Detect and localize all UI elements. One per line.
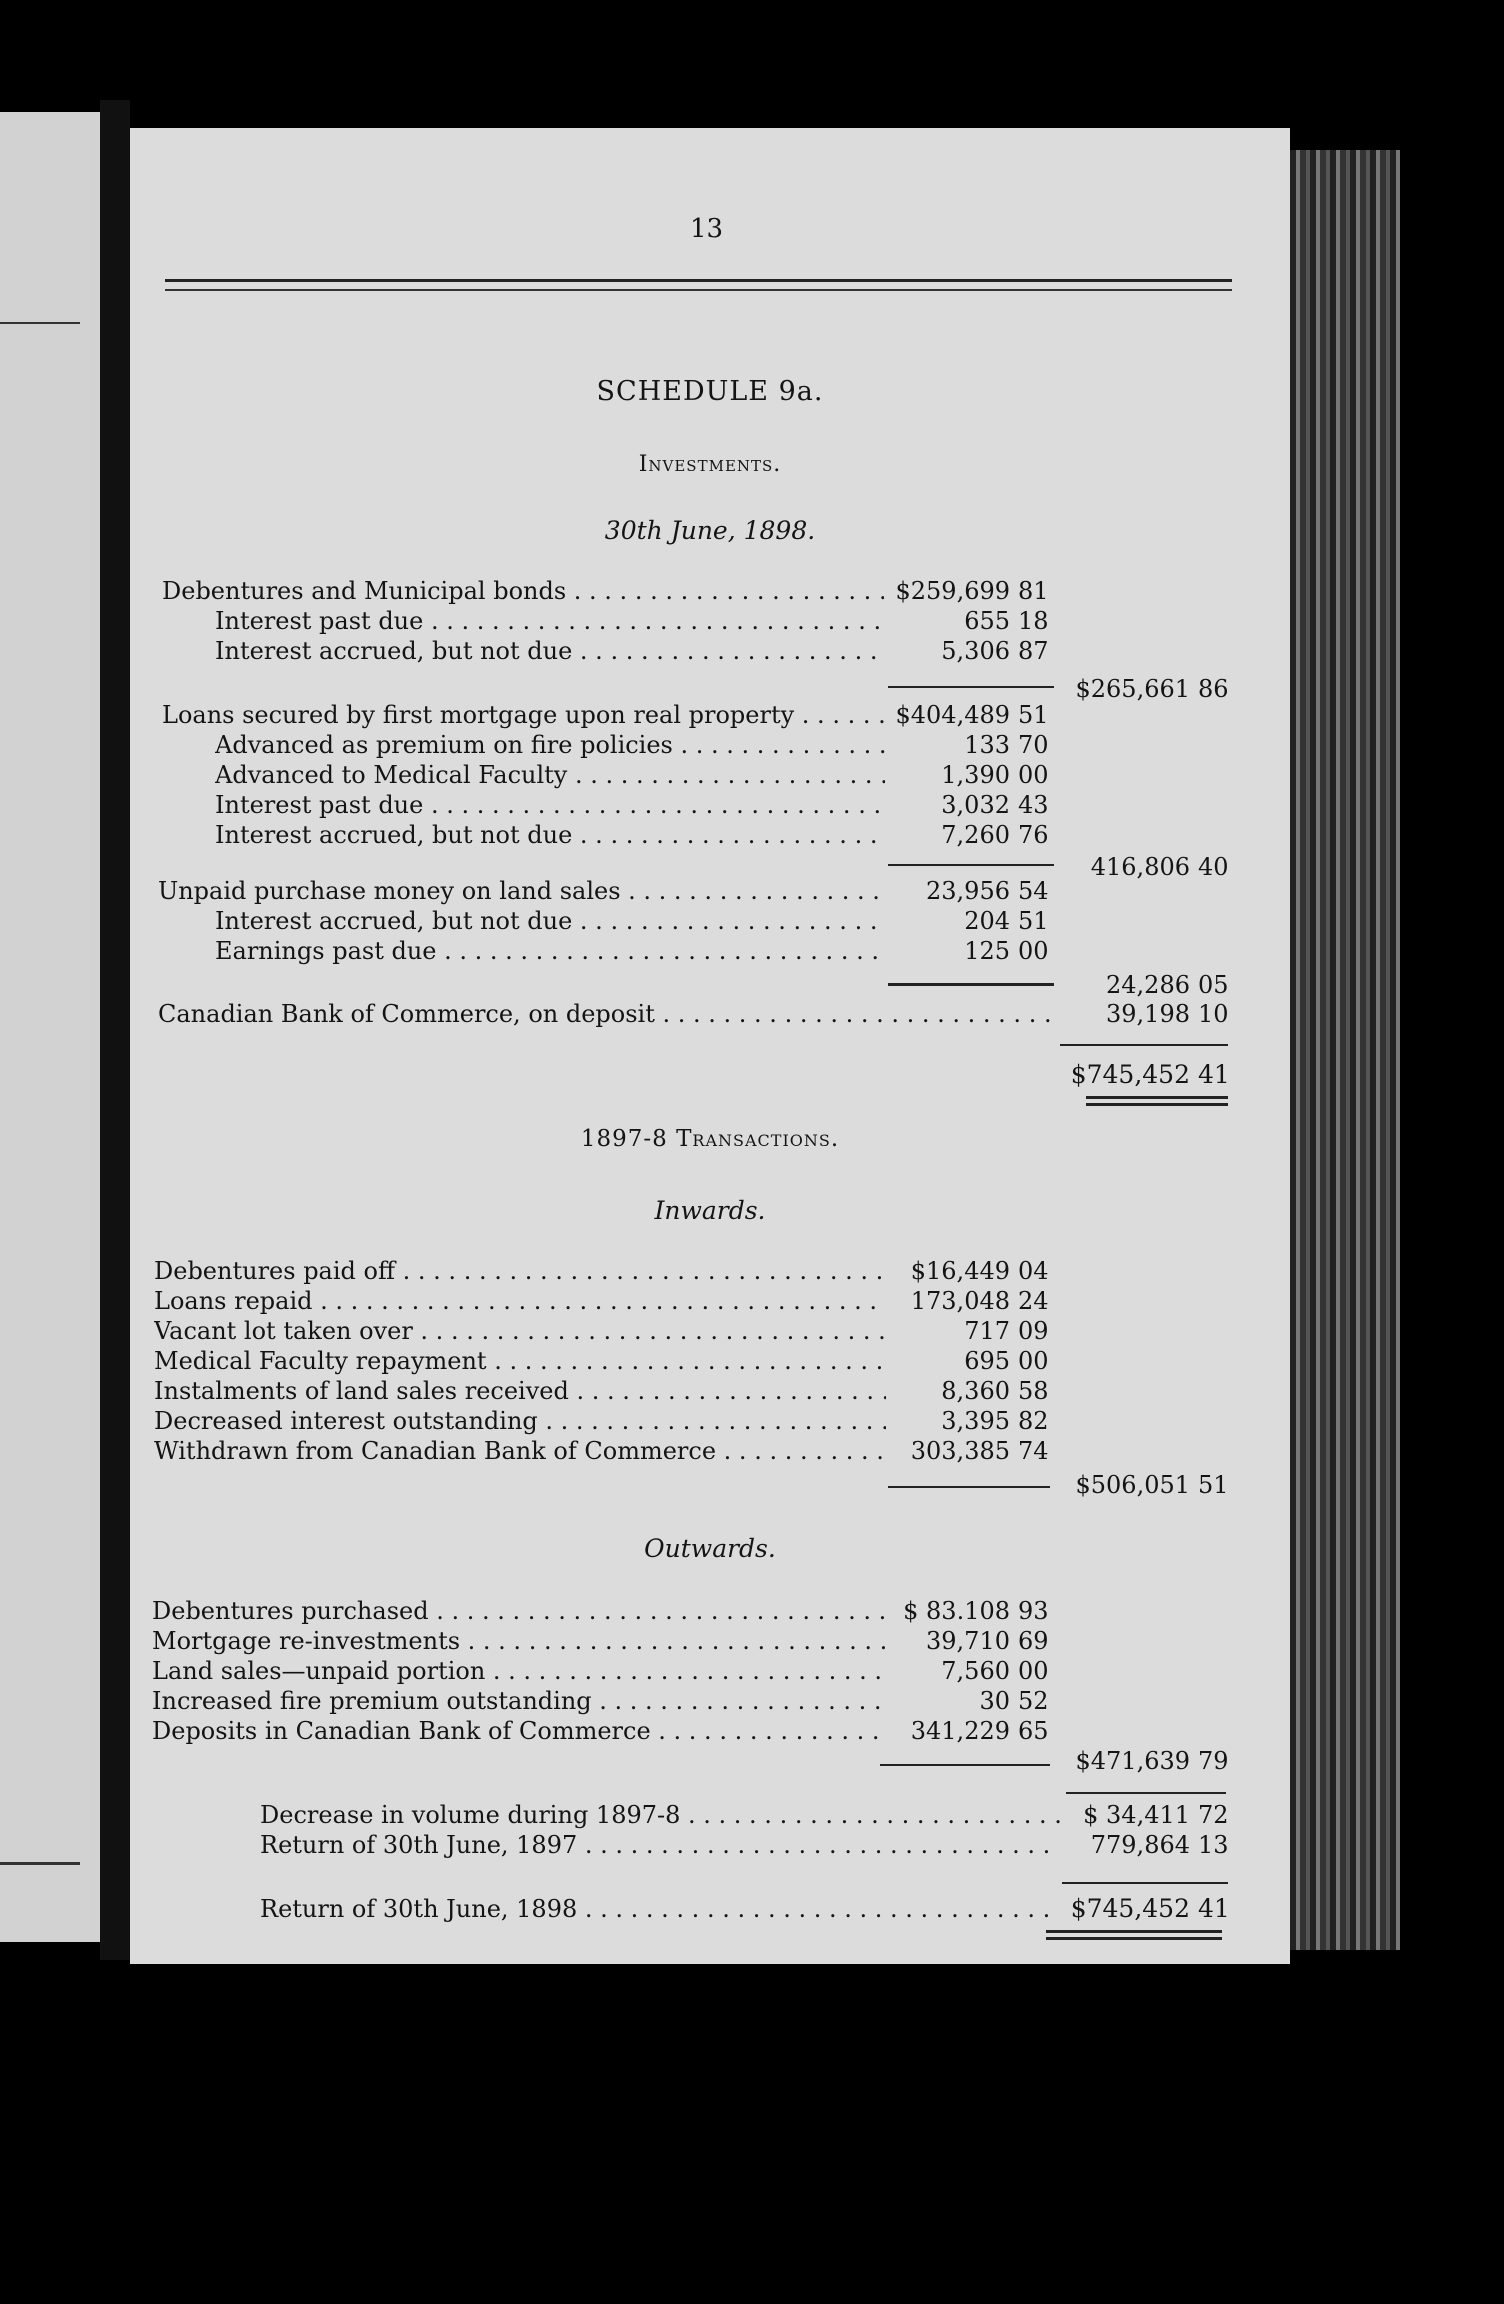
amount-cents: 10: [1198, 1000, 1229, 1028]
subtotal-cents: 79: [1198, 1747, 1229, 1775]
amount-dollars: $404,489: [895, 701, 1010, 729]
amount-dollars: 23,956: [926, 877, 1010, 905]
amount-cents: 54: [1018, 877, 1049, 905]
header-rule: [165, 289, 1232, 291]
ledger-row: Interest accrued, but not due . . .: [215, 636, 885, 666]
amount-cents: 43: [1018, 791, 1049, 819]
amount-cents: 93: [1018, 1597, 1049, 1625]
ledger-row: Decreased interest outstanding . . .: [154, 1406, 886, 1436]
ledger-row: Instalments of land sales received . . .: [154, 1376, 886, 1406]
ledger-row: Unpaid purchase money on land sales . . .: [158, 876, 884, 906]
subtotal-rule: [888, 686, 1054, 688]
amount-dollars: $16,449: [910, 1257, 1010, 1285]
amount-cents: 00: [1018, 761, 1049, 789]
ledger-row: Advanced as premium on fire policies . . .: [215, 730, 885, 760]
amount-dollars: 125: [964, 937, 1010, 965]
amount-dollars: $259,699: [895, 577, 1010, 605]
double-rule: [1046, 1937, 1222, 1940]
amount-cents: 13: [1198, 1831, 1229, 1859]
subtotal-cents: 86: [1198, 675, 1229, 703]
amount-cents: 74: [1018, 1437, 1049, 1465]
subtotal-cents: 05: [1198, 971, 1229, 999]
ledger-row: Vacant lot taken over . . .: [154, 1316, 886, 1346]
amount-cents: 09: [1018, 1317, 1049, 1345]
amount-cents: 87: [1018, 637, 1049, 665]
ledger-row: Increased fire premium outstanding . . .: [152, 1686, 886, 1716]
ledger-row: Mortgage re-investments . . .: [152, 1626, 886, 1656]
amount-dollars: 30: [979, 1687, 1010, 1715]
subtotal-dollars: $506,051: [1075, 1471, 1190, 1499]
total-rule: [1062, 1882, 1228, 1884]
amount-cents: 82: [1018, 1407, 1049, 1435]
ledger-row: Land sales—unpaid portion . . .: [152, 1656, 886, 1686]
amount-dollars: $ 34,411: [1083, 1801, 1190, 1829]
transactions-title: 1897-8 Transactions.: [580, 1126, 840, 1152]
subtotal-cents: 40: [1198, 853, 1229, 881]
final-total-dollars: $745,452: [1070, 1894, 1190, 1923]
amount-cents: 52: [1018, 1687, 1049, 1715]
ledger-row: Interest past due . . .: [215, 790, 885, 820]
page-number: 13: [690, 214, 724, 244]
ledger-row: Interest accrued, but not due . . .: [215, 820, 885, 850]
amount-cents: 58: [1018, 1377, 1049, 1405]
amount-dollars: 695: [964, 1347, 1010, 1375]
amount-cents: 00: [1018, 1657, 1049, 1685]
amount-dollars: 133: [964, 731, 1010, 759]
amount-cents: 51: [1018, 701, 1049, 729]
subtotal-rule: [880, 1764, 1050, 1766]
amount-dollars: 8,360: [941, 1377, 1010, 1405]
ledger-row: Loans repaid . . .: [154, 1286, 886, 1316]
amount-dollars: 7,560: [941, 1657, 1010, 1685]
grand-total-dollars: $745,452: [1070, 1060, 1190, 1089]
subtotal-dollars: $471,639: [1075, 1747, 1190, 1775]
summary-row: Return of 30th June, 1897 . . .: [260, 1830, 1060, 1860]
facing-page-edge: [0, 112, 100, 1942]
amount-dollars: 173,048: [910, 1287, 1010, 1315]
ledger-row: Earnings past due . . .: [215, 936, 885, 966]
summary-row: Return of 30th June, 1898 . . .: [260, 1894, 1060, 1924]
final-total-cents: 41: [1198, 1894, 1230, 1923]
amount-dollars: 341,229: [910, 1717, 1010, 1745]
amount-cents: 70: [1018, 731, 1049, 759]
amount-cents: 81: [1018, 577, 1049, 605]
header-rule: [165, 279, 1232, 282]
facing-page-rule: [0, 322, 80, 324]
amount-dollars: 204: [964, 907, 1010, 935]
amount-cents: 00: [1018, 1347, 1049, 1375]
section-title: Investments.: [638, 452, 782, 477]
schedule-title: SCHEDULE 9a.: [596, 376, 824, 407]
ledger-row: Advanced to Medical Faculty . . .: [215, 760, 885, 790]
subtotal-dollars: 416,806: [1090, 853, 1190, 881]
amount-dollars: 1,390: [941, 761, 1010, 789]
subtotal-rule: [888, 864, 1054, 866]
subtotal-cents: 51: [1198, 1471, 1229, 1499]
amount-cents: 72: [1198, 1801, 1229, 1829]
amount-dollars: 717: [964, 1317, 1010, 1345]
double-rule: [1046, 1930, 1222, 1933]
amount-dollars: 779,864: [1090, 1831, 1190, 1859]
date-line: 30th June, 1898.: [604, 516, 816, 545]
ledger-row: Canadian Bank of Commerce, on deposit . . .: [158, 999, 1054, 1029]
outwards-title: Outwards.: [644, 1534, 776, 1563]
amount-dollars: $ 83.108: [903, 1597, 1010, 1625]
book-gutter: [100, 100, 130, 1960]
amount-dollars: 5,306: [941, 637, 1010, 665]
ledger-row: Medical Faculty repayment . . .: [154, 1346, 886, 1376]
amount-dollars: 39,198: [1106, 1000, 1190, 1028]
double-rule: [1086, 1103, 1228, 1106]
subtotal-rule: [888, 983, 1054, 986]
subtotal-dollars: $265,661: [1075, 675, 1190, 703]
amount-cents: 18: [1018, 607, 1049, 635]
ledger-row: Debentures paid off . . .: [154, 1256, 886, 1286]
ledger-row: Debentures and Municipal bonds . . .: [162, 576, 882, 606]
ledger-row: Withdrawn from Canadian Bank of Commerce . . .: [154, 1436, 886, 1466]
amount-dollars: 7,260: [941, 821, 1010, 849]
amount-cents: 51: [1018, 907, 1049, 935]
amount-dollars: 655: [964, 607, 1010, 635]
amount-cents: 04: [1018, 1257, 1049, 1285]
facing-page-rule: [0, 1862, 80, 1865]
amount-dollars: 303,385: [910, 1437, 1010, 1465]
grand-total-cents: 41: [1198, 1060, 1230, 1089]
ledger-row: Deposits in Canadian Bank of Commerce . . .: [152, 1716, 886, 1746]
subtotal-rule: [888, 1486, 1050, 1488]
ledger-row: Debentures purchased . . .: [152, 1596, 886, 1626]
summary-row: Decrease in volume during 1897-8 . . .: [260, 1800, 1060, 1830]
amount-cents: 69: [1018, 1627, 1049, 1655]
subtotal-dollars: 24,286: [1106, 971, 1190, 999]
page-edges: [1290, 150, 1400, 1950]
amount-cents: 76: [1018, 821, 1049, 849]
ledger-row: Loans secured by first mortgage upon real property . . .: [162, 700, 884, 730]
amount-dollars: 3,395: [941, 1407, 1010, 1435]
amount-cents: 24: [1018, 1287, 1049, 1315]
amount-cents: 65: [1018, 1717, 1049, 1745]
double-rule: [1086, 1096, 1228, 1099]
total-rule: [1066, 1792, 1226, 1794]
ledger-row: Interest accrued, but not due . . .: [215, 906, 885, 936]
amount-dollars: 39,710: [926, 1627, 1010, 1655]
amount-dollars: 3,032: [941, 791, 1010, 819]
total-rule: [1060, 1044, 1228, 1046]
amount-cents: 00: [1018, 937, 1049, 965]
inwards-title: Inwards.: [654, 1196, 766, 1225]
ledger-row: Interest past due . . .: [215, 606, 885, 636]
